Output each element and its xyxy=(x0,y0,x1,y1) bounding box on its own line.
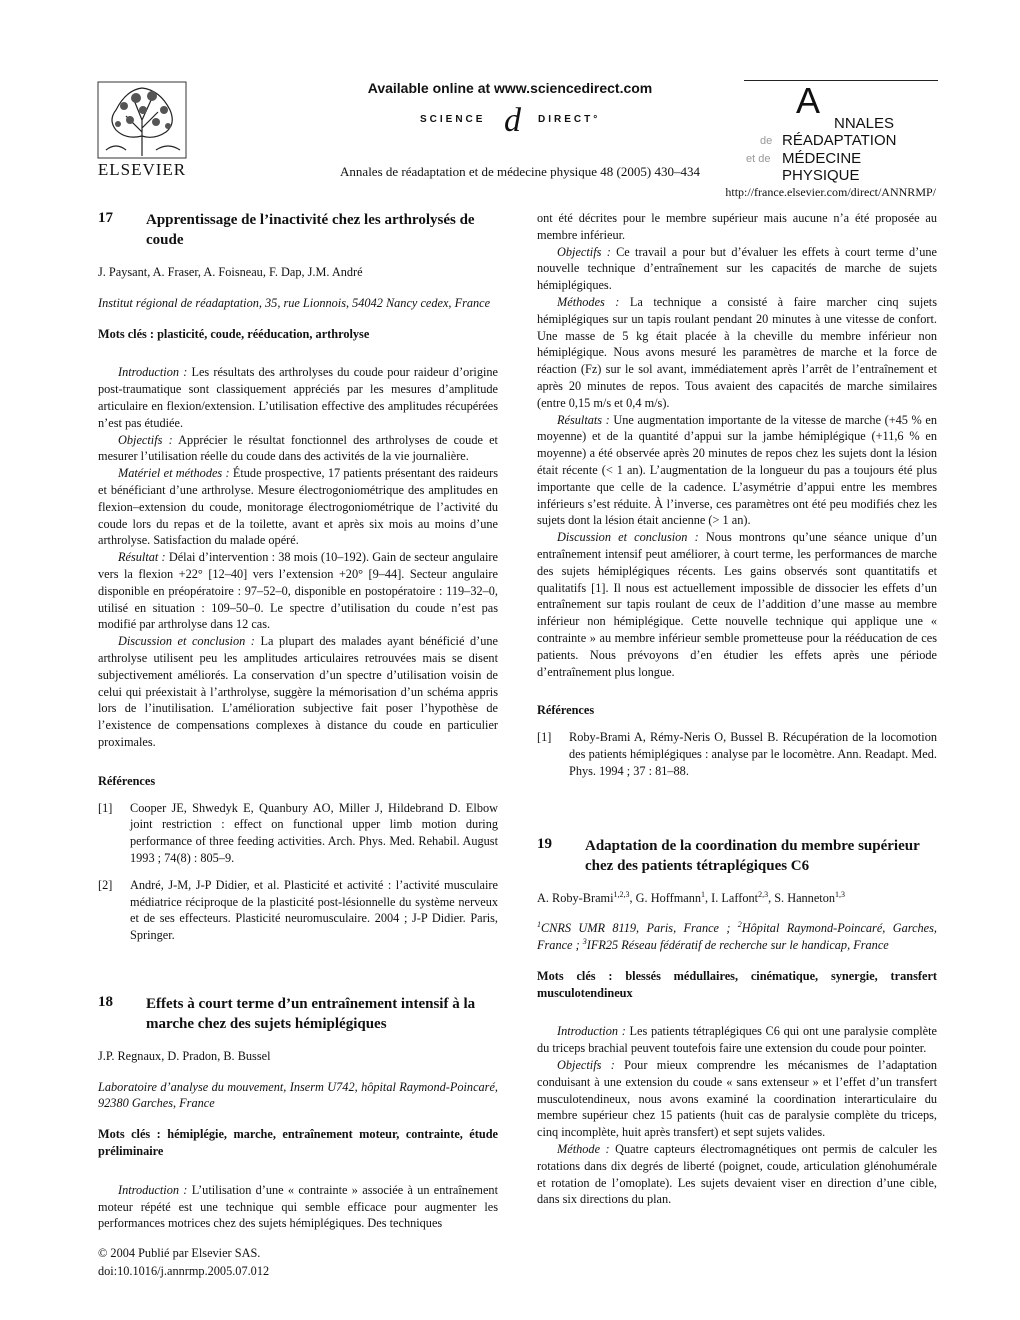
journal-logo-medecine: MÉDECINE PHYSIQUE xyxy=(782,150,862,184)
paragraph-text: Étude prospective, 17 patients présentant des raideurs et bénéficiant d’une arthrolyse. Mesure électrogoniométrique des amplitudes en flexion–extension du coude, monitorage électrogoniométrique de l’activité du coude lors du repas et de la toilette, avant et après six mois au moins d’une arthrolyse. Satisfaction du malade opéré. xyxy=(98,466,498,548)
paragraph-introduction xyxy=(98,364,498,431)
publisher-name: ELSEVIER xyxy=(97,160,187,179)
section-label: Introduction : xyxy=(118,365,188,380)
copyright-notice: © 2004 Publié par Elsevier SAS. xyxy=(98,1246,261,1260)
article-affiliation: Institut régional de réadaptation, 35, rue Lionnois, 54042 Nancy cedex, France xyxy=(98,295,491,310)
article-authors xyxy=(537,890,937,907)
affiliation-marker: 2 xyxy=(737,920,742,930)
right-column xyxy=(537,210,937,1208)
paragraph-text: Quatre capteurs électromagnétiques ont permis de calculer les rotations dans dix degrés de liberté (poignet, coude, articulation glénohumérale et rotation de l’omoplate). Les sujets devaient viser en direction d’une cible, dans six directions du plan. xyxy=(537,1142,937,1207)
journal-logo-A: A xyxy=(796,80,821,121)
author-affiliation-marker: 1,2,3 xyxy=(613,889,630,899)
section-label: Introduction : xyxy=(557,1024,626,1039)
sciencedirect-logo xyxy=(420,104,610,140)
article-keywords: Mots clés : plasticité, coude, rééducation, arthrolyse xyxy=(98,326,370,341)
references-heading: Références xyxy=(537,703,595,718)
affiliation-text: CNRS UMR 8119, Paris, France ; xyxy=(541,921,738,936)
affiliation-marker: 3 xyxy=(582,937,587,946)
article-keywords: Mots clés : blessés médullaires, cinématique, synergie, transfert musculotendineux xyxy=(537,968,937,1000)
article-18-heading xyxy=(98,994,498,1034)
page-footer xyxy=(98,1244,269,1280)
paragraph-methods xyxy=(537,294,937,412)
references-heading: Références xyxy=(98,773,156,788)
affiliation-text: IFR25 Réseau fédératif de recherche sur le handicap, France xyxy=(586,938,889,953)
section-label: Objectifs : xyxy=(118,432,173,447)
paragraph-results xyxy=(98,549,498,633)
section-label: Objectifs : xyxy=(557,244,611,259)
doi-link[interactable]: doi:10.1016/j.annrmp.2005.07.012 xyxy=(98,1264,270,1278)
reference-item xyxy=(98,800,498,867)
article-authors: J.P. Regnaux, D. Pradon, B. Bussel xyxy=(98,1048,271,1063)
article-number: 17 xyxy=(98,210,113,226)
article-number: 18 xyxy=(98,993,113,1010)
paragraph-results xyxy=(537,412,937,530)
reference-text: André, J-M, J-P Didier, et al. Plasticité et activité : l’activité musculaire médiatrice réciproque de la plasticité post-lésionnelle du système nerveux et de ses effecteurs. Plasticité neuromusculaire. 2004 ; J-P Didier. Paris, Springer. xyxy=(130,877,498,943)
paragraph-text: L’utilisation d’une « contrainte » associée à un entraînement moteur répété est une technique qui semble efficace pour augmenter les performances motrices chez des sujets hémiplégiques. Des techniques xyxy=(98,1182,498,1231)
section-label: Méthodes : xyxy=(557,294,620,309)
left-column xyxy=(98,210,498,1232)
paragraph-text: Pour mieux comprendre les mécanismes de l’adaptation conduisant à une extension du coude « sans extenseur » et l’effet d’un transfert musculotendineux, nous avons examiné la coordination interarticulaire du membre supérieur chez 15 patients (huit cas de paralysie complète du triceps, cinq incomplète, huit après transfert) et sept sujets valides. xyxy=(537,1058,937,1140)
article-authors: J. Paysant, A. Fraser, A. Foisneau, F. Dap, J.M. André xyxy=(98,265,363,279)
paragraph-continuation: ont été décrites pour le membre supérieur mais aucune n’a été proposée au membre inférieur. xyxy=(537,211,937,242)
paragraph-discussion xyxy=(537,529,937,680)
section-label: Résultats : xyxy=(557,412,610,427)
article-title: Apprentissage de l’inactivité chez les arthrolysés de coude xyxy=(146,212,475,248)
journal-logo-annales: NNALES xyxy=(834,115,895,132)
paragraph-text: Une augmentation importante de la vitesse de marche (+45 % en moyenne) et de la quantité d’appui sur la jambe hémiplégique (+11,6 % en moyenne) a été observée après 20 minutes de repos chez les sujets dont la lésion était récente (< 1 an). L’augmentation de la longueur du pas a toujours été plus importante que celle de la cadence. L’asymétrie d’appui entre les membres inférieurs s’est réduite. À l’inverse, ces paramètres ont été peu modifiés chez les sujets dont la lésion était ancienne (> 1 an). xyxy=(537,412,938,528)
available-online: Available online at www.sciencedirect.com xyxy=(367,80,653,96)
affiliation-text: Hôpital Raymond-Poincaré, Garches, France ; xyxy=(537,921,937,953)
paragraph-text: Nous montrons qu’une séance unique d’un entraînement intensif peut améliorer, à court terme, les performances de marche des sujets hémiplégiques récents. Les gains observés sont quantitatifs et qualitatifs [1]. Il nous est actuellement impossible de dissocier les effets d’un entraînement sur tapis roulant de ceux de l’addition d’une masse au membre inférieur non hémiplégique. Cette nouvelle technique qui applique une « contrainte » au membre inférieur semble prometteuse pour la rééducation de ces patients. Nous prévoyons d’en étudier les effets après une période d’entraînement plus longue. xyxy=(537,530,937,679)
section-label: Introduction : xyxy=(118,1182,188,1197)
sd-at-icon: d xyxy=(504,102,521,139)
paragraph-text: Délai d’intervention : 38 mois (10–192). Gain de secteur angulaire vers la flexion +22° [12–40] vers l’extension +20° [9–44]. Secteur angulaire disponible en préopératoire : 97–52–0, disponible en postopératoire : 119–32–0, utilisé en situation : 109–50–0. Le spectre d’utilisation du coude n’est pas modifié par arthrolyse dans 12 cas. xyxy=(98,550,498,632)
reference-number: [1] xyxy=(98,800,113,815)
paragraph-methods xyxy=(537,1141,937,1208)
reference-number: [1] xyxy=(537,730,552,745)
article-17-heading xyxy=(98,210,498,250)
reference-text: Cooper JE, Shwedyk E, Quanbury AO, Miller J, Hildebrand D. Elbow joint restriction : effect on functional upper limb motion during performance of three feeding activities. Arch. Phys. Med. Rehabil. August 1993 ; 74(8) : 805–9. xyxy=(130,800,498,865)
section-label: Discussion et conclusion : xyxy=(557,530,699,545)
paragraph-text: Les patients tétraplégiques C6 qui ont une paralysie complète du triceps brachial peuvent toutefois faire une extension du coude pour pointer. xyxy=(537,1024,937,1056)
paragraph-text: La technique a consisté à faire marcher cinq sujets hémiplégiques sur un tapis roulant pendant 20 minutes à une vitesse de confort. Une masse de 5 kg était placée à la cheville du membre inférieur non hémiplégique. Nous avons mesuré les paramètres de marche et la force de réaction (Fz) sur le sol avant, immédiatement après l’arrêt de l’entraînement et après 20 minutes de repos. Tous avaient des capacités de marche similaires (entre 0,15 m/s et 0,4 m/s). xyxy=(537,294,937,410)
reference-item xyxy=(537,729,937,779)
paragraph-methods xyxy=(98,465,498,549)
reference-number: [2] xyxy=(98,877,113,892)
section-label: Méthode : xyxy=(557,1142,610,1157)
journal-url[interactable]: http://france.elsevier.com/direct/ANNRMP/ xyxy=(725,185,936,199)
journal-citation: Annales de réadaptation et de médecine physique 48 (2005) 430–434 xyxy=(340,164,700,179)
paragraph-objectives xyxy=(537,1057,937,1141)
article-19-heading xyxy=(537,836,937,876)
reference-text: Roby-Brami A, Rémy-Neris O, Bussel B. Récupération de la locomotion des patients hémiplégiques : analyse par le locomètre. Ann. Readapt. Med. Phys. 1994 ; 37 : 81–88. xyxy=(569,730,937,778)
section-label: Résultat : xyxy=(118,550,166,565)
journal-logo xyxy=(744,80,938,184)
article-title: Adaptation de la coordination du membre supérieur chez des patients tétraplégiques C6 xyxy=(585,837,920,874)
paragraph-objectives xyxy=(98,432,498,466)
journal-logo-de: de xyxy=(760,135,773,147)
paragraph-text: La plupart des malades ayant bénéficié d’une arthrolyse utilisent peu les amplitudes articulaires retrouvées mais se disent subjectivement améliorés. La conservation d’un spectre d’utilisation voisin de celui qui préexistait à l’arthrolyse, suggère la mémorisation d’un schéma appris lors de l’inutilisation. L’amélioration subjective fait poser l’hypothèse de l’existence de compensations complexes à distance du coude en particulier proximales. xyxy=(98,634,498,749)
section-label: Discussion et conclusion : xyxy=(118,634,255,649)
section-label: Matériel et méthodes : xyxy=(118,466,230,481)
author-affiliation-marker: 2,3 xyxy=(758,889,769,899)
author-name: , I. Laffont xyxy=(705,890,759,905)
reference-item xyxy=(98,877,498,944)
paragraph-text: Ce travail a pour but d’évaluer les effets à court terme d’une nouvelle technique d’entraînement sur les capacités de marche de sujets hémiplégiques. xyxy=(537,244,937,293)
elsevier-tree-icon xyxy=(96,80,188,160)
author-name: , S. Hanneton xyxy=(768,890,836,905)
affiliation-marker: 1 xyxy=(537,920,541,930)
paragraph-text: Apprécier le résultat fonctionnel des arthrolyses de coude et mesurer l’utilisation réelle du coude dans des activités de la vie journalière. xyxy=(98,432,498,464)
section-label: Objectifs : xyxy=(557,1058,615,1073)
elsevier-logo xyxy=(96,80,188,180)
article-title: Effets à court terme d’un entraînement intensif à la marche chez des sujets hémiplégiques xyxy=(146,995,476,1032)
paragraph-discussion xyxy=(98,633,498,751)
author-affiliation-marker: 1,3 xyxy=(835,889,846,899)
journal-logo-etde: et de xyxy=(746,153,771,165)
sd-left-text: SCIENCE xyxy=(420,114,486,125)
author-name: A. Roby-Brami xyxy=(537,890,614,905)
paragraph-introduction xyxy=(537,1023,937,1057)
author-name: , G. Hoffmann xyxy=(629,890,702,905)
author-affiliation-marker: 1 xyxy=(701,889,706,899)
article-keywords: Mots clés : hémiplégie, marche, entraînement moteur, contrainte, étude préliminaire xyxy=(98,1127,498,1159)
journal-logo-readaptation: RÉADAPTATION xyxy=(782,132,897,149)
sd-right-text: DIRECT° xyxy=(538,114,601,125)
article-affiliation xyxy=(537,920,937,954)
article-affiliation: Laboratoire d’analyse du mouvement, Inserm U742, hôpital Raymond-Poincaré, 92380 Garches, France xyxy=(98,1079,498,1111)
paragraph-introduction xyxy=(98,1182,498,1232)
paragraph-objectives xyxy=(537,244,937,294)
paragraph-text: Les résultats des arthrolyses du coude pour raideur d’origine post-traumatique sont classiquement appréciés par les mesures d’amplitude articulaire en flexion/extension. L’utilisation effective des amplitudes récupérées n’est pas étudiée. xyxy=(98,365,498,430)
article-number: 19 xyxy=(537,835,552,852)
